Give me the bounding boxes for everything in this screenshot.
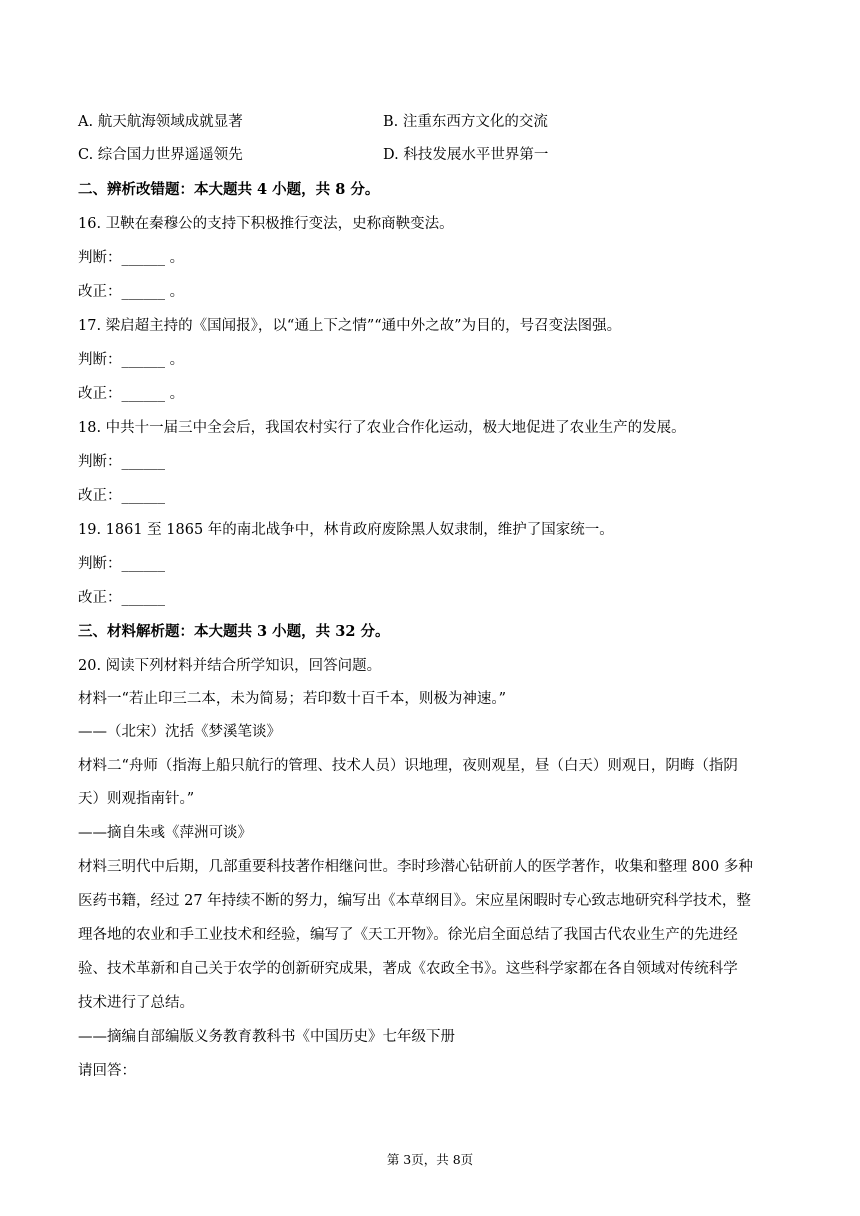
material1: 材料一“若止印三二本，未为简易；若印数十百千本，则极为神速。”	[78, 691, 507, 707]
q17-judge: 判断：______ 。	[78, 352, 185, 368]
option-a: A. 航天航海领域成就显著	[78, 114, 243, 130]
section3-heading: 三、材料解析题：本大题共 3 小题，共 32 分。	[78, 623, 390, 640]
q16-stem: 16. 卫鞅在秦穆公的支持下积极推行变法，史称商鞅变法。	[78, 216, 454, 232]
q19-judge: 判断：______	[78, 556, 165, 572]
section2-heading: 二、辨析改错题：本大题共 4 小题，共 8 分。	[78, 181, 380, 198]
material3-line5: 技术进行了总结。	[78, 995, 194, 1011]
q17-correct: 改正：______ 。	[78, 386, 185, 402]
material2-source: ——摘自朱彧《萍洲可谈》	[78, 825, 252, 841]
material2-line1: 材料二“舟师（指海上船只航行的管理、技术人员）识地理，夜则观星，昼（白天）则观日，阴晦（指阴	[78, 758, 738, 774]
q20-stem: 20. 阅读下列材料并结合所学知识，回答问题。	[78, 658, 382, 674]
material3-line1: 材料三明代中后期，几部重要科技著作相继问世。李时珍潜心钻研前人的医学著作，收集和整理 800 多种	[78, 859, 753, 875]
material2-line2: 天）则观指南针。”	[78, 791, 195, 807]
page-footer: 第 3页，共 8页	[386, 1152, 474, 1167]
q16-judge: 判断：______ 。	[78, 250, 185, 266]
q18-judge: 判断：______	[78, 454, 165, 470]
option-b: B. 注重东西方文化的交流	[383, 114, 548, 130]
q18-correct: 改正：______	[78, 488, 165, 504]
option-d: D. 科技发展水平世界第一	[383, 147, 549, 163]
material1-source: ——（北宋）沈括《梦溪笔谈》	[78, 724, 281, 740]
material3-line2: 医药书籍，经过 27 年持续不断的努力，编写出《本草纲目》。宋应星闲暇时专心致志地研究科学技术，整	[78, 893, 751, 909]
q18-stem: 18. 中共十一届三中全会后，我国农村实行了农业合作化运动，极大地促进了农业生产的发展。	[78, 420, 686, 436]
q16-correct: 改正：______ 。	[78, 284, 185, 300]
material3-source: ——摘编自部编版义务教育教科书《中国历史》七年级下册	[78, 1029, 455, 1045]
q20-ask: 请回答：	[78, 1063, 136, 1079]
q17-stem: 17. 梁启超主持的《国闻报》，以“通上下之情”“通中外之故”为目的，号召变法图强。	[78, 318, 622, 334]
material3-line4: 验、技术革新和自己关于农学的创新研究成果，著成《农政全书》。这些科学家都在各自领域对传统科学	[78, 961, 738, 977]
q19-stem: 19. 1861 至 1865 年的南北战争中，林肯政府废除黑人奴隶制，维护了国家统一。	[78, 522, 614, 538]
material3-line3: 理各地的农业和手工业技术和经验，编写了《天工开物》。徐光启全面总结了我国古代农业生产的先进经	[78, 927, 738, 943]
option-c: C. 综合国力世界遥遥领先	[78, 147, 243, 163]
q19-correct: 改正：______	[78, 590, 165, 606]
